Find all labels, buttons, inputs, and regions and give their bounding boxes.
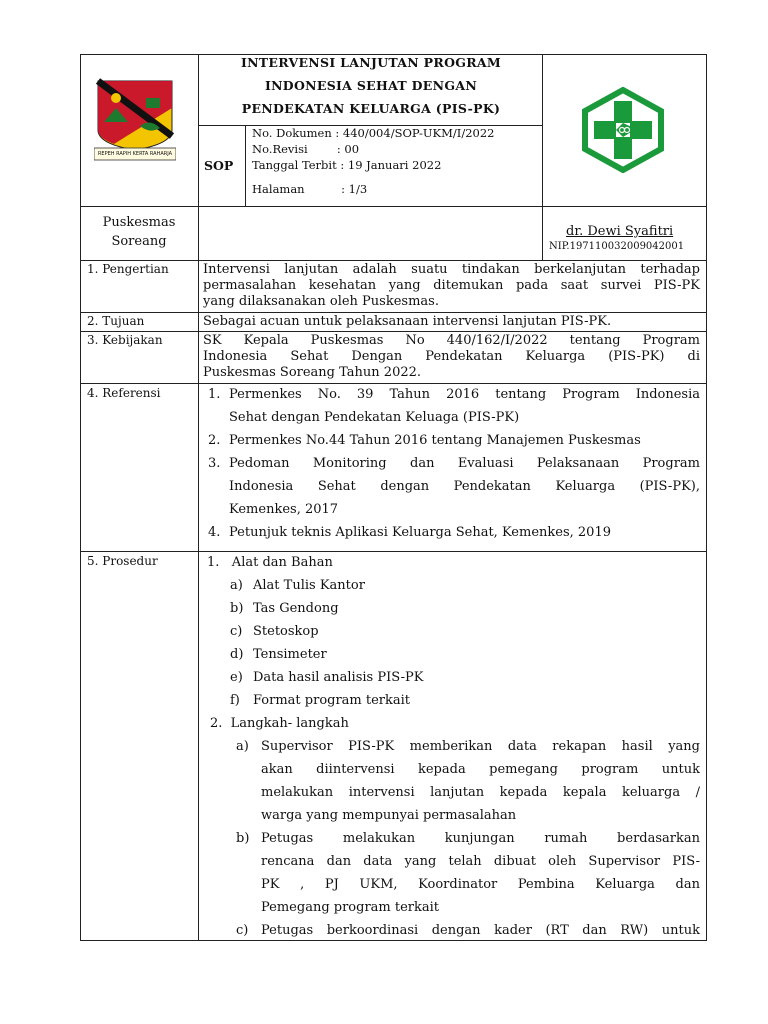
list-item: e) Data hasil analisis PIS-PK xyxy=(230,670,424,685)
section-label-pengertian: 1. Pengertian xyxy=(87,262,169,276)
document-title-line-2: INDONESIA SEHAT DENGAN xyxy=(264,78,478,93)
list-item: a) Alat Tulis Kantor xyxy=(230,578,365,593)
signatory-name: dr. Dewi Syafitri xyxy=(566,224,674,239)
list-item: 3. Pedoman Monitoring dan Evaluasi Pelaksanaan Program Indonesia Sehat dengan Pendekatan Keluarga (PIS-PK), Kemenkes, 2017 xyxy=(208,456,700,517)
doc-number: No. Dokumen : 440/004/SOP-UKM/I/2022 xyxy=(252,126,495,140)
section-label-prosedur: 5. Prosedur xyxy=(87,554,158,568)
organization-name-line-1: Puskesmas xyxy=(102,215,176,230)
puskesmas-logo xyxy=(580,87,666,173)
section-label-tujuan: 2. Tujuan xyxy=(87,314,145,328)
prosedur-content xyxy=(203,551,700,942)
list-item: c) Petugas berkoordinasi dengan kader (RT dan RW) untuk xyxy=(236,923,700,938)
pengertian-text: Intervensi lanjutan adalah suatu tindakan berkelanjutan terhadap permasalahan kesehatan yang ditemukan pada saat survei PIS-PK yang dilaksanakan oleh Puskesmas. xyxy=(203,262,700,309)
list-item: b) Tas Gendong xyxy=(230,601,339,616)
referensi-list xyxy=(203,383,700,544)
langkah-heading: 2. Langkah- langkah xyxy=(210,716,349,731)
list-item: b) Petugas melakukan kunjungan rumah berdasarkan rencana dan data yang telah dibuat oleh Supervisor PIS- PK , PJ UKM, Koordinator Pembina Keluarga dan Pemegang program terkait xyxy=(236,831,700,915)
alat-heading: 1. Alat dan Bahan xyxy=(207,555,333,570)
revision-number: No.Revisi : 00 xyxy=(252,142,360,156)
section-label-referensi: 4. Referensi xyxy=(87,386,161,400)
list-item: 4. Petunjuk teknis Aplikasi Keluarga Sehat, Kemenkes, 2019 xyxy=(208,525,611,540)
sop-label: SOP xyxy=(204,158,234,173)
document-title-line-3: PENDEKATAN KELUARGA (PIS-PK) xyxy=(241,101,501,116)
kebijakan-text: SK Kepala Puskesmas No 440/162/I/2022 tentang Program Indonesia Sehat Dengan Pendekatan Keluarga (PIS-PK) di Puskesmas Soreang Tahun 2022. xyxy=(203,333,700,380)
list-item: 1. Permenkes No. 39 Tahun 2016 tentang Program Indonesia Sehat dengan Pendekatan Keluaga (PIS-PK) xyxy=(208,387,700,425)
section-label-kebijakan: 3. Kebijakan xyxy=(87,333,163,347)
tujuan-text: Sebagai acuan untuk pelaksanaan intervensi lanjutan PIS-PK. xyxy=(203,314,612,329)
issue-date: Tanggal Terbit : 19 Januari 2022 xyxy=(252,158,442,172)
list-item: c) Stetoskop xyxy=(230,624,319,639)
organization-name-line-2: Soreang xyxy=(111,234,167,249)
crest-banner-text: REPEH RAPIH KERTA RAHARJA xyxy=(97,151,173,157)
signatory-nip: NIP.197110032009042001 xyxy=(549,241,685,252)
regency-crest-logo xyxy=(94,78,176,162)
list-item: f) Format program terkait xyxy=(230,693,411,708)
list-item: 2. Permenkes No.44 Tahun 2016 tentang Manajemen Puskesmas xyxy=(208,433,641,448)
list-item: d) Tensimeter xyxy=(230,647,327,662)
page-number: Halaman : 1/3 xyxy=(252,182,368,196)
document-title-line-1: INTERVENSI LANJUTAN PROGRAM xyxy=(240,55,502,70)
list-item: a) Supervisor PIS-PK memberikan data rekapan hasil yang akan diintervensi kepada pemegang program untuk melakukan intervensi lanjutan kepada kepala keluarga / warga yang mempunyai permasalahan xyxy=(236,739,700,823)
